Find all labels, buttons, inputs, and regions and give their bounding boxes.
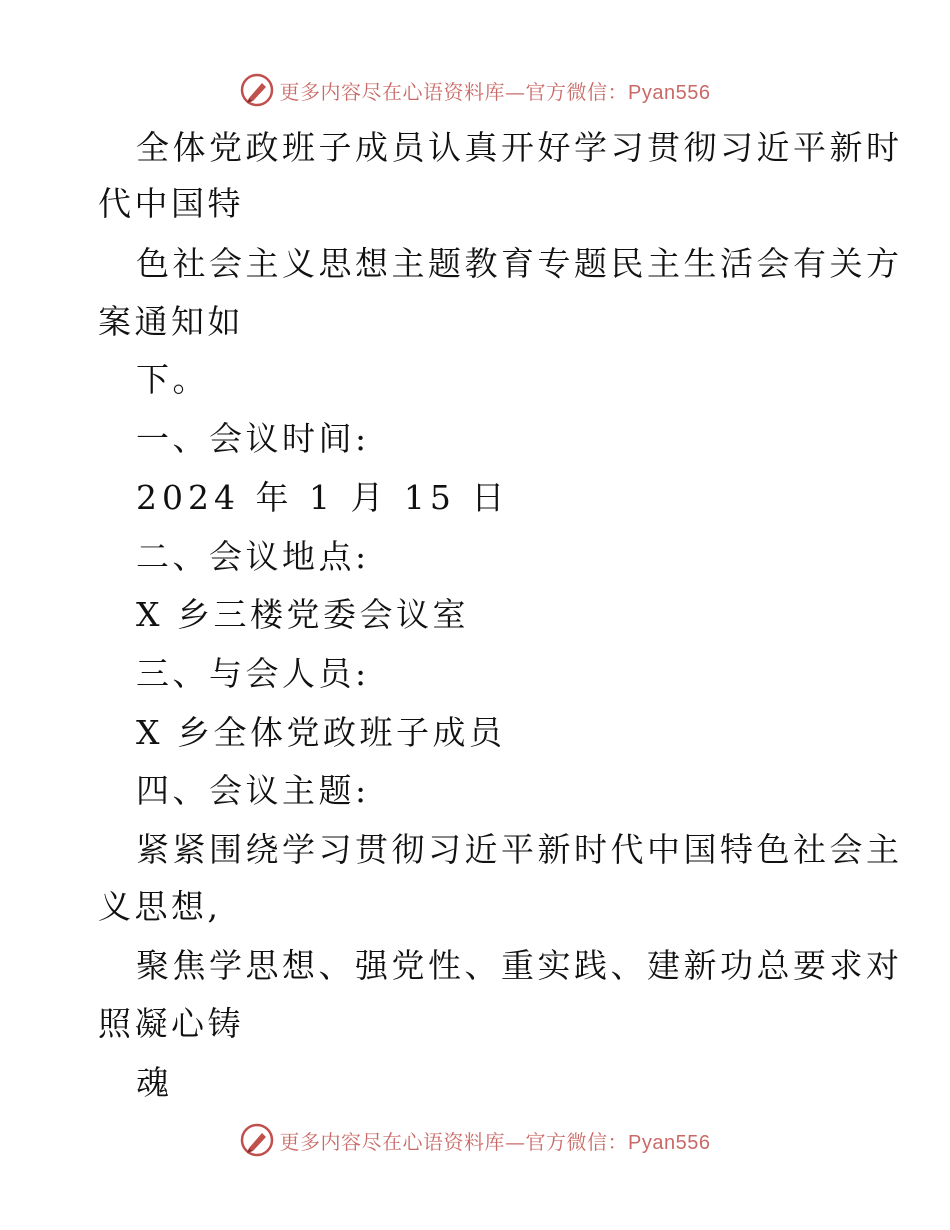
section-heading-attendees: 三、与会人员: bbox=[136, 654, 370, 693]
body-line-14: 义思想, bbox=[98, 887, 222, 926]
meeting-location: X 乡三楼党委会议室 bbox=[136, 595, 469, 634]
section-heading-time: 一、会议时间: bbox=[136, 419, 370, 458]
body-line-15: 聚焦学思想、强党性、重实践、建新功总要求对 bbox=[136, 946, 903, 985]
body-line-3: 色社会主义思想主题教育专题民主生活会有关方 bbox=[136, 244, 903, 283]
header-wechat-id: Pyan556 bbox=[628, 81, 711, 104]
header-banner-text: 更多内容尽在心语资料库—官方微信：Pyan556 bbox=[279, 79, 711, 104]
footer-wechat-id: Pyan556 bbox=[628, 1131, 711, 1154]
pen-logo-icon bbox=[240, 1123, 274, 1157]
meeting-attendees: X 乡全体党政班子成员 bbox=[136, 713, 506, 752]
footer-banner-text: 更多内容尽在心语资料库—官方微信：Pyan556 bbox=[279, 1129, 711, 1154]
body-line-16: 照凝心铸 bbox=[98, 1004, 244, 1043]
body-line-13: 紧紧围绕学习贯彻习近平新时代中国特色社会主 bbox=[136, 830, 903, 869]
section-heading-theme: 四、会议主题: bbox=[136, 771, 370, 810]
body-line-1: 全体党政班子成员认真开好学习贯彻习近平新时 bbox=[136, 128, 903, 167]
body-line-2: 代中国特 bbox=[98, 184, 244, 223]
pen-logo-icon bbox=[240, 73, 274, 107]
body-line-4: 案通知如 bbox=[98, 302, 244, 341]
footer-banner bbox=[0, 1120, 950, 1160]
section-heading-location: 二、会议地点: bbox=[136, 537, 370, 576]
header-banner bbox=[0, 70, 950, 110]
meeting-date: 2024 年 1 月 15 日 bbox=[136, 478, 510, 517]
body-line-5: 下。 bbox=[136, 360, 209, 399]
body-line-17: 魂 bbox=[136, 1063, 173, 1102]
